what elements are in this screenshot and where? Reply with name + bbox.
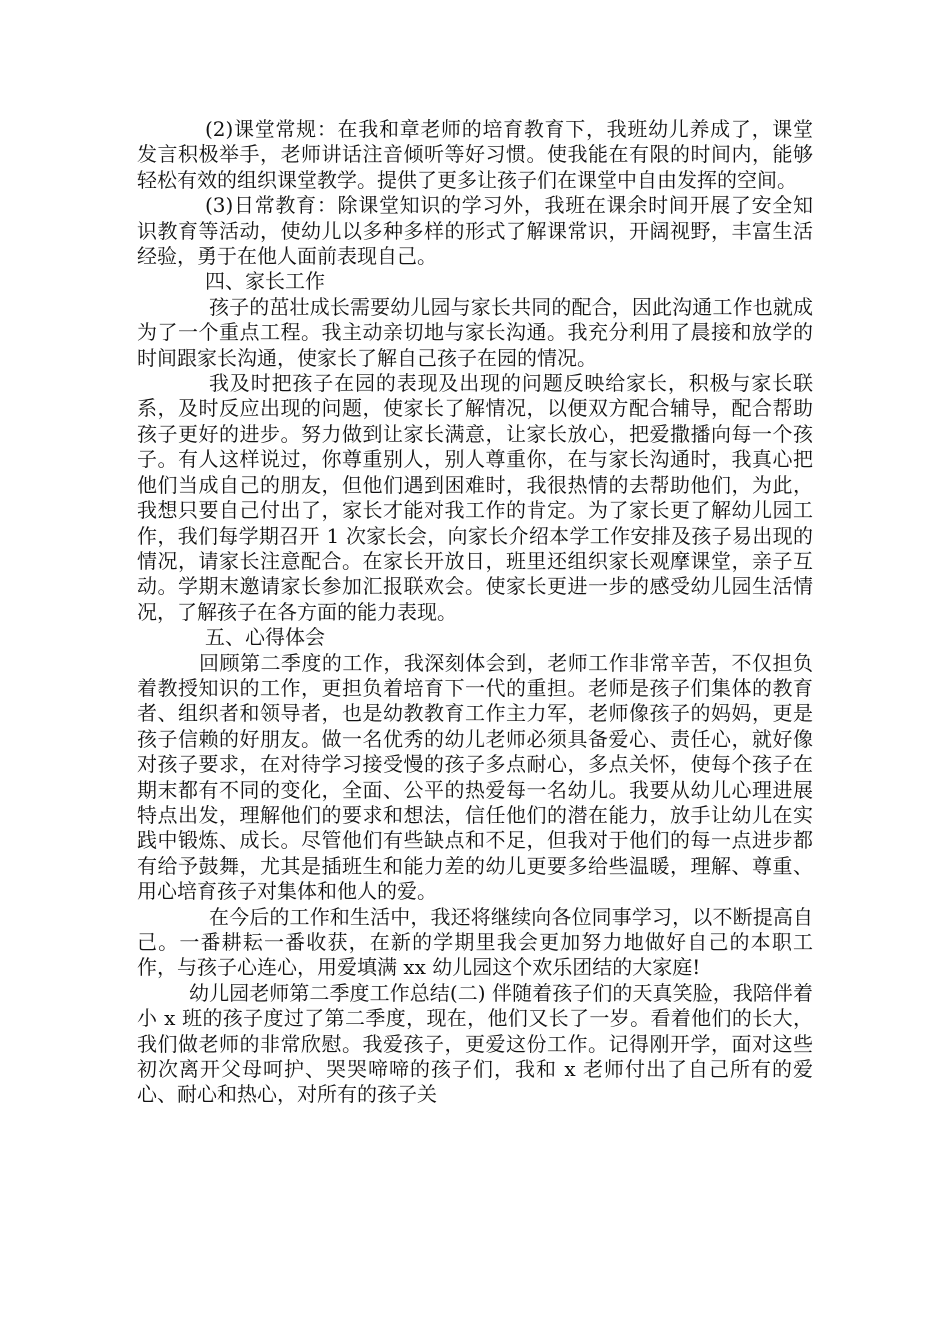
paragraph-future-work: 在今后的工作和生活中，我还将继续向各位同事学习，以不断提高自己。一番耕耘一番收获，在新的学期里我会更加努力地做好自己的本职工作，与孩子心连心，用爱填满 xx 幼儿园这个欢乐团结的大家庭! [137,904,813,980]
paragraph-daily-education: (3)日常教育：除课堂知识的学习外，我班在课余时间开展了安全知识教育等活动，使幼儿以多种多样的形式了解课常识，开阔视野，丰富生活经验，勇于在他人面前表现自己。 [137,193,813,269]
section-heading-parent-work: 四、家长工作 [205,269,325,294]
paragraph-parent-feedback: 我及时把孩子在园的表现及出现的问题反映给家长，积极与家长联系，及时反应出现的问题，使家长了解情况，以便双方配合辅导，配合帮助孩子更好的进步。努力做到让家长满意，让家长放心，把爱撒播向每一个孩子。有人这样说过，你尊重别人，别人尊重你，在与家长沟通时，我真心把他们当成自己的朋友，但他们遇到困难时，我很热情的去帮助他们，为此，我想只要自己付出了，家长才能对我工作的肯定。为了家长更了解幼儿园工作，我们每学期召开 1 次家长会，向家长介绍本学工作安排及孩子易出现的情况，请家长注意配合。在家长开放日，班里还组织家长观摩课堂，亲子互动。学期末邀请家长参加汇报联欢会。使家长更进一步的感受幼儿园生活情况，了解孩子在各方面的能力表现。 [137,371,813,624]
paragraph-classroom-routine: (2)课堂常规：在我和章老师的培育教育下，我班幼儿养成了，课堂发言积极举手，老师讲话注音倾听等好习惯。使我能在有限的时间内，能够轻松有效的组织课堂教学。提供了更多让孩子们在课堂中自由发挥的空间。 [137,117,813,192]
paragraph-summary-two: 幼儿园老师第二季度工作总结(二) 伴随着孩子们的天真笑脸，我陪伴着小 x 班的孩子度过了第二季度，现在，他们又长了一岁。看着他们的长大，我们做老师的非常欣慰。我爱孩子，更爱这份工作。记得刚开学，面对这些初次离开父母呵护、哭哭啼啼的孩子们，我和 x 老师付出了自己所有的爱心、耐心和热心，对所有的孩子关 [137,980,813,1107]
paragraph-parent-communication: 孩子的茁壮成长需要幼儿园与家长共同的配合，因此沟通工作也就成为了一个重点工程。我主动亲切地与家长沟通。我充分利用了晨接和放学的时间跟家长沟通，使家长了解自己孩子在园的情况。 [137,294,813,370]
paragraph-review: 回顾第二季度的工作，我深刻体会到，老师工作非常辛苦，不仅担负着教授知识的工作，更担负着培育下一代的重担。老师是孩子们集体的教育者、组织者和领导者，也是幼教教育工作主力军，老师像孩子的妈妈，更是孩子信赖的好朋友。做一名优秀的幼儿老师必须具备爱心、责任心，就好像对孩子要求，在对待学习接受慢的孩子多点耐心，多点关怀，使每个孩子在期末都有不同的变化，全面、公平的热爱每一名幼儿。我要从幼儿心理进展特点出发，理解他们的要求和想法，信任他们的潜在能力，放手让幼儿在实践中锻炼、成长。尽管他们有些缺点和不足，但我对于他们的每一点进步都有给予鼓舞，尤其是插班生和能力差的幼儿更要多给些温暖，理解、尊重、用心培育孩子对集体和他人的爱。 [137,650,813,904]
document-page [137,117,813,1108]
section-heading-reflections: 五、心得体会 [205,625,325,650]
